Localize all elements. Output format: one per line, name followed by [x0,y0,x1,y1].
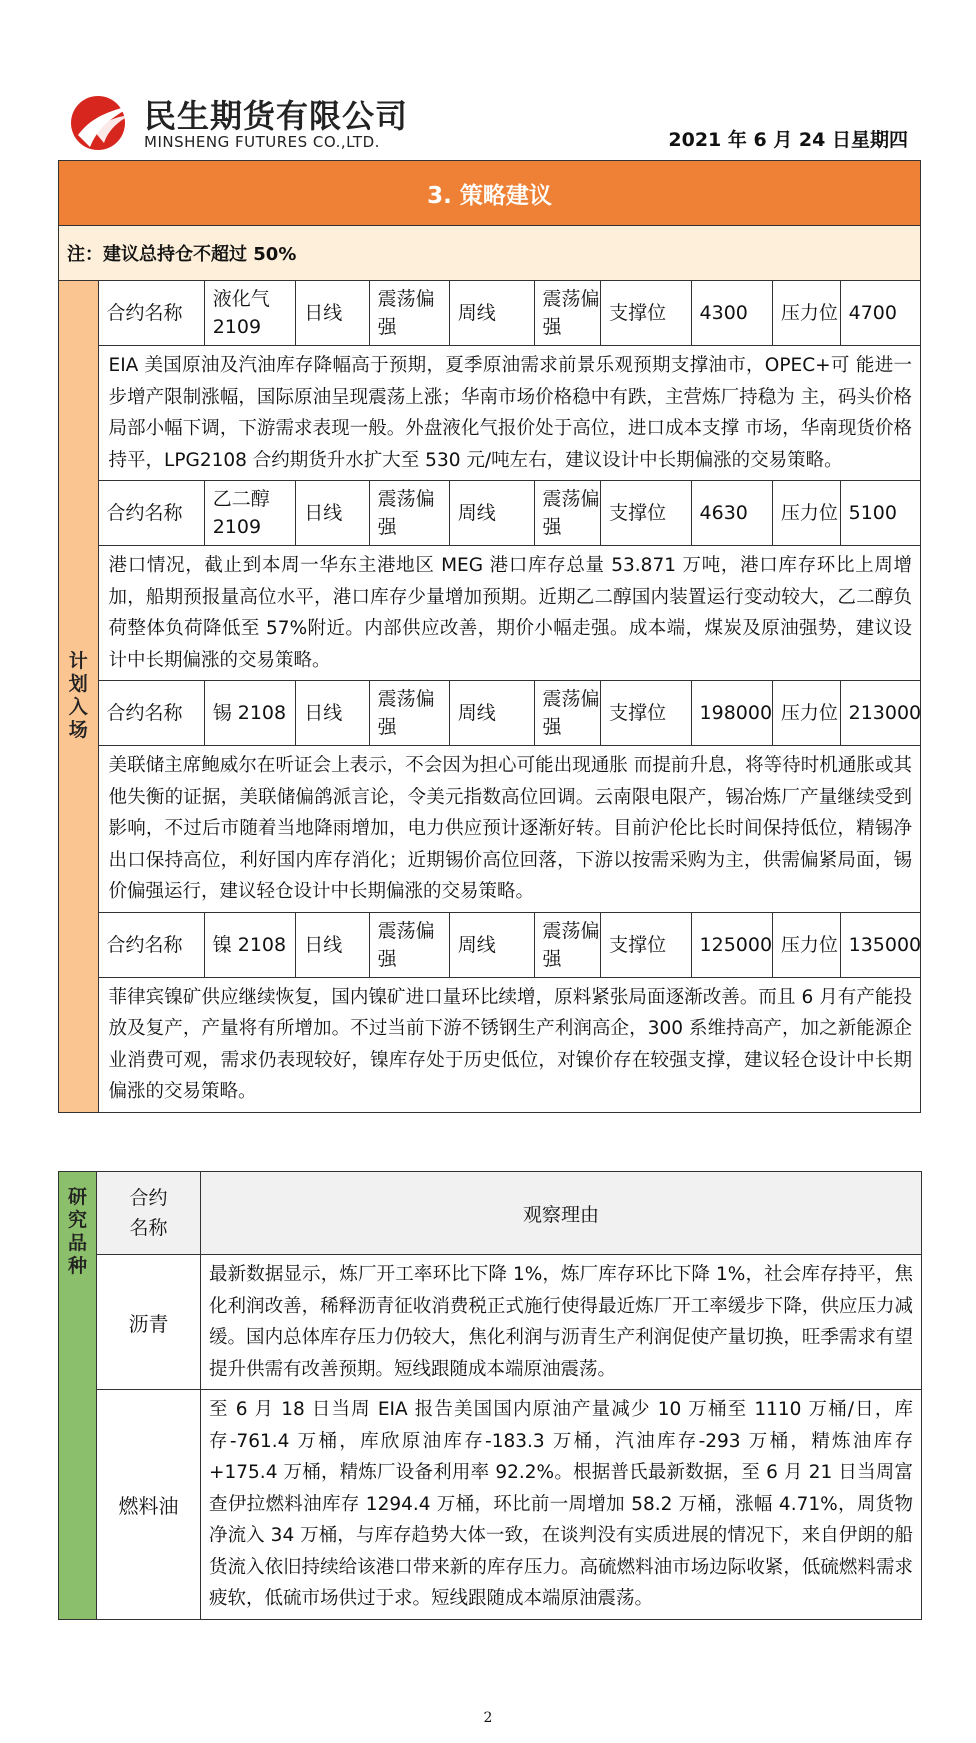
company-logo-icon [68,91,138,153]
support-value: 125000 [691,912,772,977]
strategy-table [58,160,921,1113]
contract-label: 合约名称 [98,281,204,346]
weekly-trend: 震荡偏强 [534,681,601,746]
research-item-name: 燃料油 [97,1390,201,1620]
daily-label: 日线 [296,481,369,546]
research-sidebar-label: 研究品种 [67,1186,87,1277]
weekly-trend: 震荡偏强 [534,281,601,346]
research-item-reason: 至 6 月 18 日当周 EIA 报告美国国内原油产量减少 10 万桶至 1110 万桶/日，库存-761.4 万桶，库欣原油库存-183.3 万桶，汽油库存-293 万桶，精炼油库存+175.4 万桶，精炼厂设备利用率 92.2%。根据普氏最新数据，至 6 月 21 日当周富查伊拉燃料油库存 1294.4 万桶，环比前一周增加 58.2 万桶，涨幅 4.71%，周货物净流入 34 万桶，与库存趋势大体一致，在谈判没有实质进展的情况下，来自伊朗的船货流入依旧持续给该港口带来新的库存压力。高硫燃料油市场边际收紧，低硫燃料需求疲软，低硫市场供过于求。短线跟随成本端原油震荡。 [201,1390,922,1620]
plan-entry-sidebar [59,281,99,1113]
support-label: 支撑位 [601,681,691,746]
contract-row [59,481,921,546]
pressure-value: 4700 [840,281,920,346]
daily-label: 日线 [296,281,369,346]
daily-label: 日线 [296,681,369,746]
weekly-label: 周线 [449,912,534,977]
pressure-label: 压力位 [772,912,840,977]
plan-entry-label: 计划入场 [68,650,88,742]
company-name-en: MINSHENG FUTURES CO.,LTD. [144,133,380,151]
support-label: 支撑位 [601,481,691,546]
contract-label: 合约名称 [98,912,204,977]
section-title: 3. 策略建议 [59,161,921,226]
contract-name: 镍 2108 [204,912,295,977]
col-header-name: 合约名称 [97,1172,201,1255]
daily-trend: 震荡偏强 [369,281,449,346]
daily-label: 日线 [296,912,369,977]
position-note: 注：建议总持仓不超过 50% [59,226,921,281]
contract-label: 合约名称 [98,481,204,546]
daily-trend: 震荡偏强 [369,912,449,977]
contract-name: 锡 2108 [204,681,295,746]
research-item-reason: 最新数据显示，炼厂开工率环比下降 1%，炼厂库存环比下降 1%，社会库存持平，焦化利润改善，稀释沥青征收消费税正式施行使得最近炼厂开工率缓步下降，供应压力减缓。国内总体库存压力仍较大，焦化利润与沥青生产利润促使产量切换，旺季需求有望提升供需有改善预期。短线跟随成本端原油震荡。 [201,1255,922,1390]
support-value: 4300 [691,281,772,346]
weekly-trend: 震荡偏强 [534,912,601,977]
contract-analysis: EIA 美国原油及汽油库存降幅高于预期，夏季原油需求前景乐观预期支撑油市，OPEC+可 能进一步增产限制涨幅，国际原油呈现震荡上涨；华南市场价格稳中有跌，主营炼厂持稳为 主，码头价格局部小幅下调，下游需求表现一般。外盘液化气报价处于高位，进口成本支撑 市场，华南现货价格持平，LPG2108 合约期货升水扩大至 530 元/吨左右，建议设计中长期偏涨的交易策略。 [98,346,920,481]
weekly-trend: 震荡偏强 [534,481,601,546]
pressure-value: 213000 [840,681,920,746]
contract-row [59,281,921,346]
contract-name: 液化气 2109 [204,281,295,346]
pressure-label: 压力位 [772,481,840,546]
support-label: 支撑位 [601,912,691,977]
col-header-reason: 观察理由 [201,1172,922,1255]
research-item-name: 沥青 [97,1255,201,1390]
contract-analysis: 菲律宾镍矿供应继续恢复，国内镍矿进口量环比续增，原料紧张局面逐渐改善。而且 6 月有产能投放及复产，产量将有所增加。不过当前下游不锈钢生产利润高企，300 系维持高产，加之新能源企业消费可观，需求仍表现较好，镍库存处于历史低位，对镍价存在较强支撑，建议轻仓设计中长期偏涨的交易策略。 [98,977,920,1112]
weekly-label: 周线 [449,281,534,346]
page-number: 2 [483,1710,493,1726]
contract-analysis: 美联储主席鲍威尔在听证会上表示，不会因为担心可能出现通胀 而提前升息，将等待时机通胀或其他失衡的证据，美联储偏鸽派言论，令美元指数高位回调。云南限电限产，锡冶炼厂产量继续受到影响，不过后市随着当地降雨增加，电力供应预计逐渐好转。目前沪伦比长时间保持低位，精锡净出口保持高位，利好国内库存消化；近期锡价高位回落，下游以按需采购为主，供需偏紧局面，锡价偏强运行，建议轻仓设计中长期偏涨的交易策略。 [98,746,920,913]
support-label: 支撑位 [601,281,691,346]
contract-analysis: 港口情况，截止到本周一华东主港地区 MEG 港口库存总量 53.871 万吨，港口库存环比上周增加，船期预报量高位水平，港口库存少量增加预期。近期乙二醇国内装置运行变动较大，乙二醇负荷整体负荷降低至 57%附近。内部供应改善，期价小幅走强。成本端，煤炭及原油强势，建议设计中长期偏涨的交易策略。 [98,546,920,681]
weekly-label: 周线 [449,481,534,546]
support-value: 198000 [691,681,772,746]
daily-trend: 震荡偏强 [369,681,449,746]
contract-row [59,681,921,746]
pressure-label: 压力位 [772,681,840,746]
pressure-value: 5100 [840,481,920,546]
support-value: 4630 [691,481,772,546]
research-sidebar [59,1172,97,1620]
company-name-cn: 民生期货有限公司 [144,97,409,135]
contract-label: 合约名称 [98,681,204,746]
daily-trend: 震荡偏强 [369,481,449,546]
contract-row [59,912,921,977]
research-table [58,1171,922,1620]
pressure-value: 135000 [840,912,920,977]
pressure-label: 压力位 [772,281,840,346]
weekly-label: 周线 [449,681,534,746]
report-date: 2021 年 6 月 24 日星期四 [668,129,908,151]
contract-name: 乙二醇 2109 [204,481,295,546]
page-header [60,85,920,155]
